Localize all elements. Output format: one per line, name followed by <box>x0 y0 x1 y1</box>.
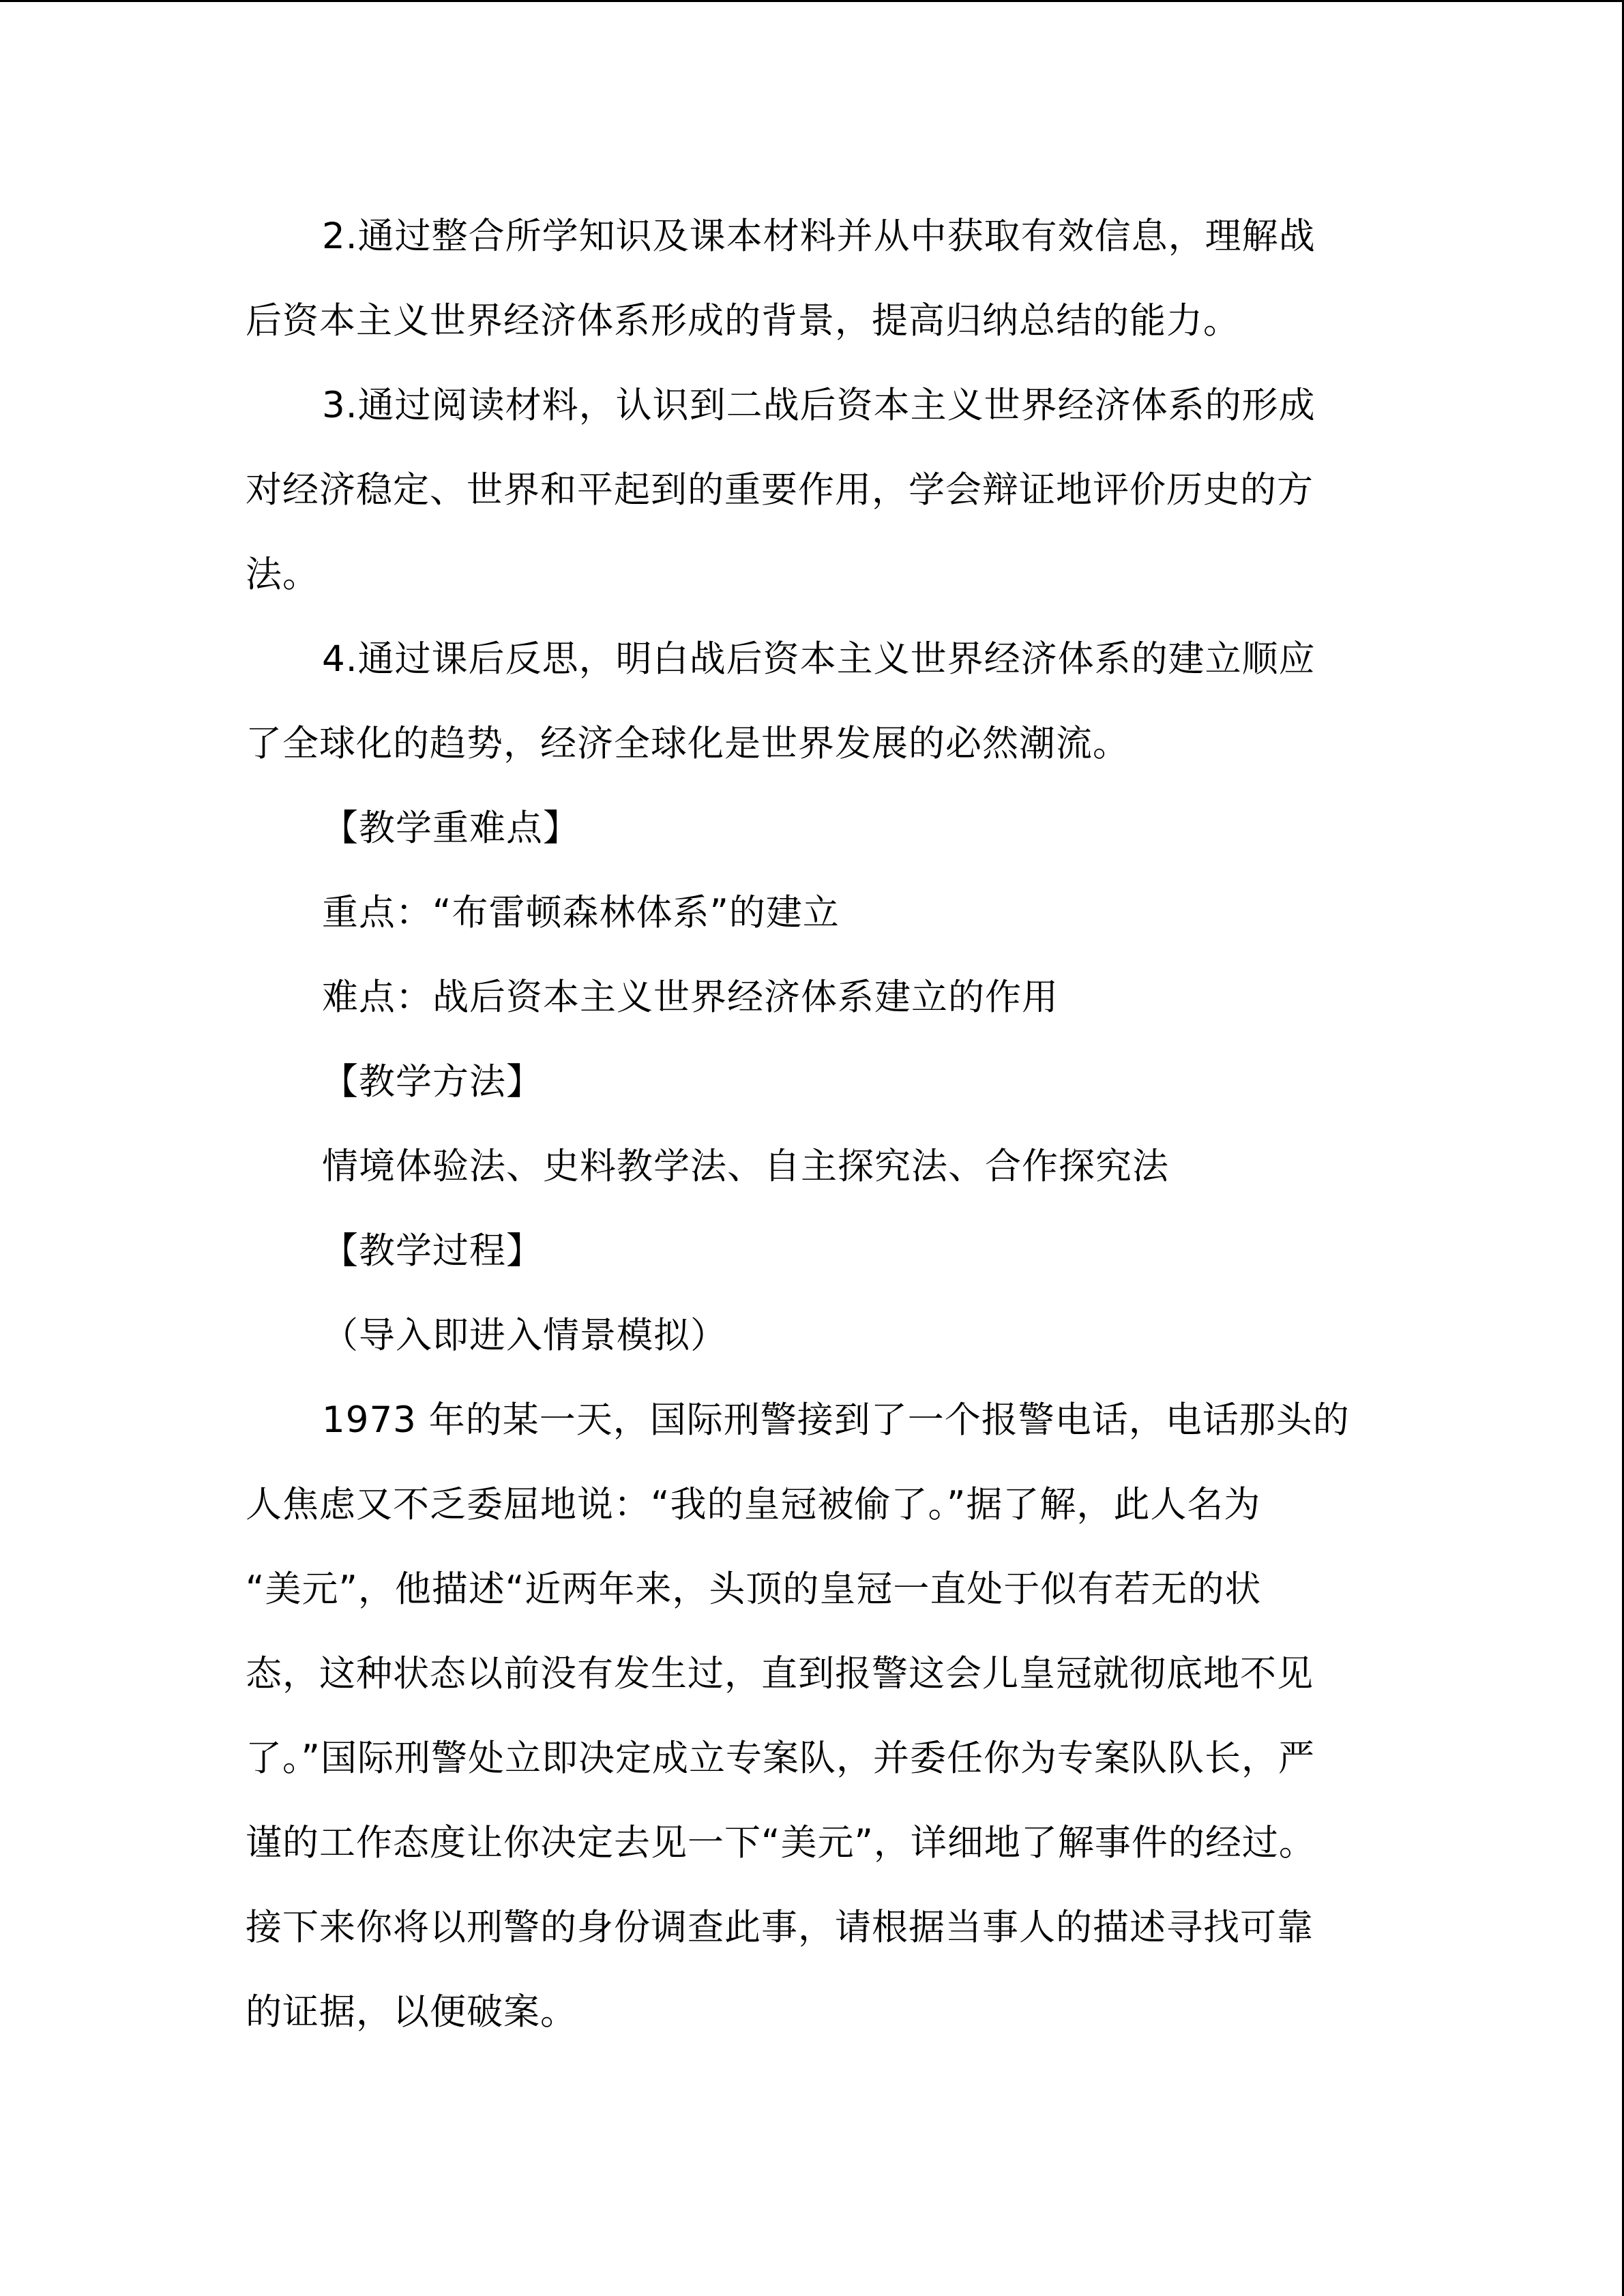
text-line: 难点：战后资本主义世界经济体系建立的作用 <box>322 976 1059 1018</box>
intro-note-paragraph <box>246 1294 1371 1378</box>
text-line: 接下来你将以刑警的身份调查此事，请根据当事人的描述寻找可靠 <box>246 1907 1314 1948</box>
text-line: 2.通过整合所学知识及课本材料并从中获取有效信息，理解战 <box>322 215 1316 257</box>
objective-4-paragraph <box>246 617 1371 786</box>
objective-3-paragraph <box>246 363 1371 617</box>
text-line: 对经济稳定、世界和平起到的重要作用，学会辩证地评价历史的方 <box>246 469 1314 511</box>
section-heading-teaching-methods <box>246 1040 1371 1124</box>
text-line: 重点：“布雷顿森林体系”的建立 <box>322 892 840 934</box>
key-point-paragraph <box>246 871 1371 955</box>
text-line: 1973 年的某一天，国际刑警接到了一个报警电话，电话那头的 <box>322 1399 1350 1441</box>
text-line: “美元”，他描述“近两年来，头顶的皇冠一直处于似有若无的状 <box>246 1568 1262 1610</box>
heading-text: 【教学重难点】 <box>322 807 580 849</box>
text-line: 后资本主义世界经济体系形成的背景，提高归纳总结的能力。 <box>246 300 1240 342</box>
section-heading-teaching-process <box>246 1209 1371 1294</box>
text-line: （导入即进入情景模拟） <box>322 1315 727 1356</box>
difficult-point-paragraph <box>246 955 1371 1040</box>
document-body <box>246 194 1371 2055</box>
text-line: 4.通过课后反思，明白战后资本主义世界经济体系的建立顺应 <box>322 638 1316 680</box>
heading-text: 【教学过程】 <box>322 1230 543 1272</box>
section-heading-key-difficult-points <box>246 786 1371 871</box>
heading-text: 【教学方法】 <box>322 1061 543 1103</box>
objective-2-paragraph <box>246 194 1371 363</box>
scenario-story-paragraph <box>246 1378 1371 2055</box>
text-line: 态，这种状态以前没有发生过，直到报警这会儿皇冠就彻底地不见 <box>246 1653 1314 1695</box>
teaching-methods-paragraph <box>246 1124 1371 1209</box>
text-line: 情境体验法、史料教学法、自主探究法、合作探究法 <box>322 1146 1169 1187</box>
text-line: 谨的工作态度让你决定去见一下“美元”，详细地了解事件的经过。 <box>246 1822 1316 1864</box>
text-line: 法。 <box>246 554 319 595</box>
text-line: 的证据，以便破案。 <box>246 1991 577 2033</box>
page-top-border <box>0 0 1624 2</box>
text-line: 了。”国际刑警处立即决定成立专案队，并委任你为专案队队长，严 <box>246 1738 1315 1779</box>
text-line: 3.通过阅读材料，认识到二战后资本主义世界经济体系的形成 <box>322 385 1316 426</box>
text-line: 人焦虑又不乏委屈地说：“我的皇冠被偷了。”据了解，此人名为 <box>246 1484 1261 1525</box>
text-line: 了全球化的趋势，经济全球化是世界发展的必然潮流。 <box>246 723 1130 764</box>
